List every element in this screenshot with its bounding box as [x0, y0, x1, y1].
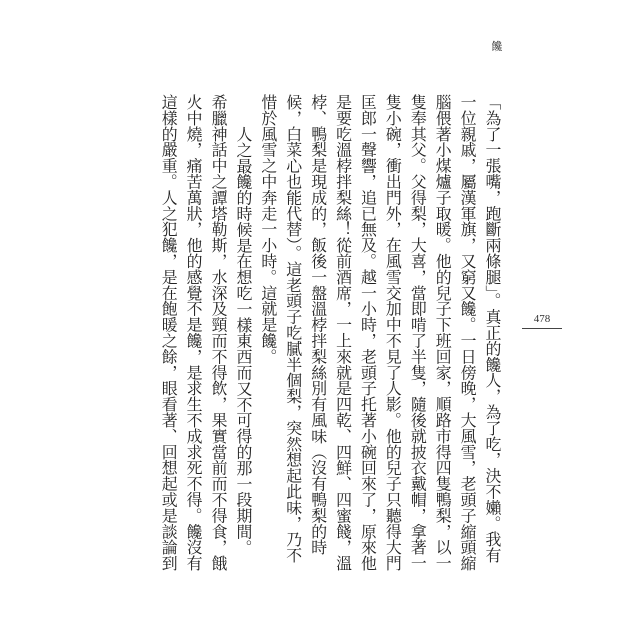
text-column: 希臘神話中之譚塔勒斯，水深及頸而不得飲，果實當前而不得食，餓 — [209, 94, 229, 571]
text-column: 隻小碗，衝出門外，在風雪交加中不見了人影。他的兒子只聽得大門 — [383, 94, 403, 571]
text-column: 是要吃溫桲拌梨絲！從前酒席，一上來就是四乾、四鮮、四蜜餞，溫 — [333, 94, 353, 571]
text-column: 火中燒，痛苦萬狀，他的感覺不是饞，是求生不成求死不得。饞沒有 — [184, 94, 204, 571]
page-number-rule — [522, 328, 562, 329]
text-column: 「為了一張嘴，跑斷兩條腿」。真正的饞人，為了吃，決不嬾。我有 — [483, 94, 502, 564]
paragraph-start-column: 人之最饞的時候是在想吃一樣東西而又不可得的那一段期間。 — [233, 125, 253, 556]
body-text — [155, 94, 504, 572]
text-column: 匡郎一聲響，追已無及。越一小時，老頭子托著小碗回來了，原來他 — [358, 94, 378, 571]
text-column: 隻奉其父。父得梨，大喜，當即啃了半隻，隨後就披衣戴帽，拿著一 — [408, 94, 428, 571]
text-column: 這樣的嚴重。人之犯饞，是在飽暖之餘，眼看著、回想起或是談論到 — [159, 94, 179, 571]
text-column: 惜於風雪之中奔走一小時。這就是饞。 — [258, 94, 278, 365]
text-column: 腦偎著小煤爐子取暖。他的兒子下班回家，順路市得四隻鴨梨，以一 — [433, 94, 453, 571]
running-head: 饞 — [491, 40, 503, 53]
text-column: 候，白菜心也能代替）。這老頭子吃膩半個梨，突然想起此味，乃不 — [283, 94, 303, 564]
text-column: 桲、鴨梨是現成的，飯後一盤溫桲拌梨絲別有風味（沒有鴨梨的時 — [308, 94, 328, 556]
text-column: 一位親戚，屬漢軍旗，又窮又饞。一日傍晚，大風雪，老頭子縮頭縮 — [458, 94, 478, 571]
page-number: 478 — [533, 313, 551, 325]
